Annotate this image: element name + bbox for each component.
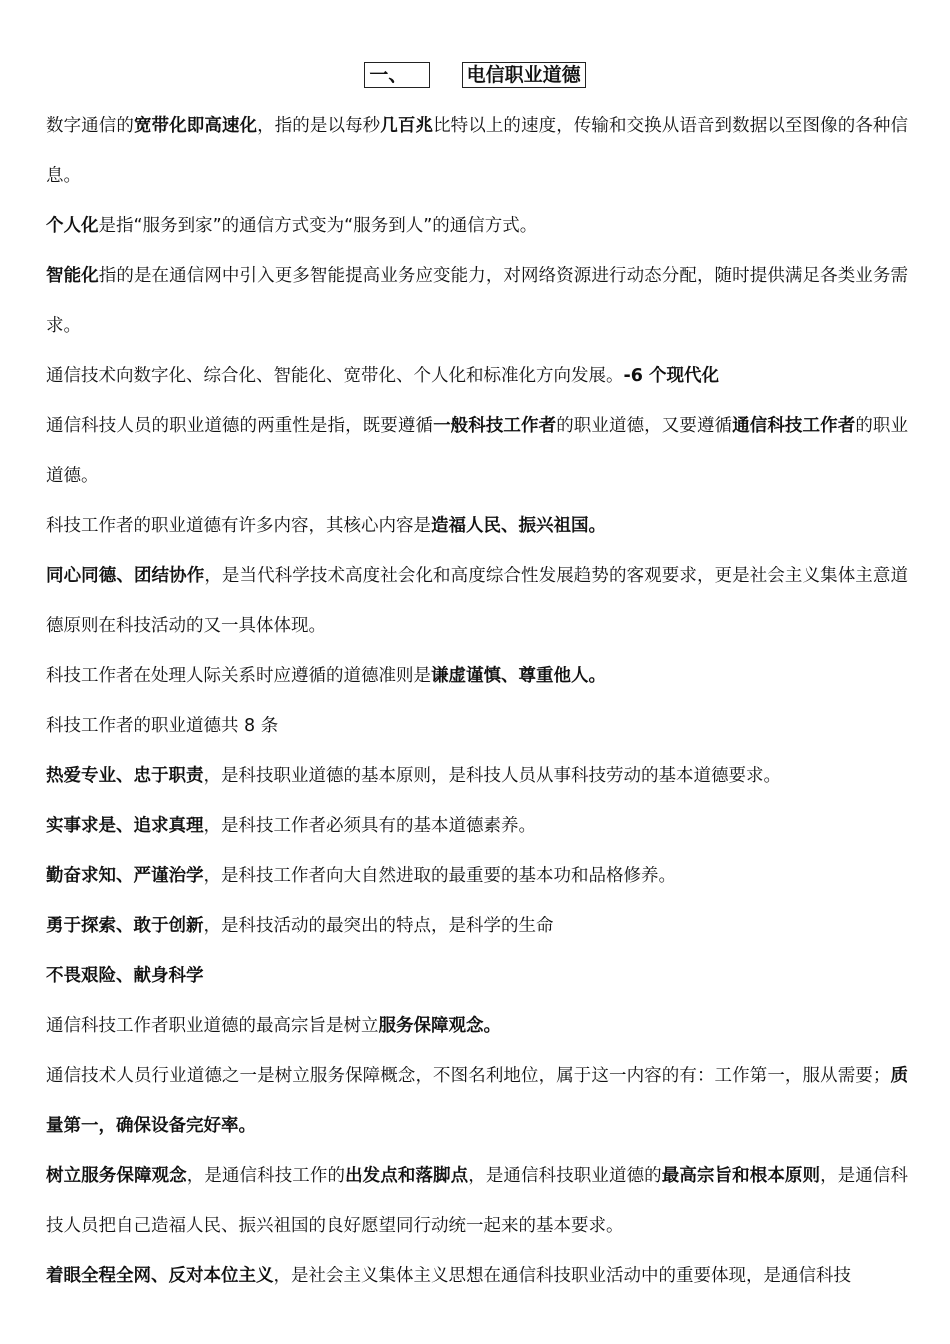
- emphasis-text: 宽带化即高速化: [133, 116, 258, 136]
- body-text: 数字通信的: [46, 116, 134, 136]
- paragraph-broadband: [46, 101, 908, 201]
- paragraph-intelligence: [46, 251, 908, 351]
- emphasis-text: 实事求是、追求真理: [46, 816, 204, 836]
- paragraph-rule-devotion: [46, 751, 908, 801]
- paragraph-eight-rules: [46, 701, 908, 751]
- body-text: 科技工作者的职业道德有许多内容，其核心内容是: [46, 516, 431, 536]
- body-text: ，是社会主义集体主义思想在通信科技职业活动中的重要体现，是通信科技: [273, 1266, 851, 1286]
- emphasis-text: 个人化: [46, 216, 99, 236]
- body-text: 的职业道德。: [46, 416, 908, 486]
- body-text: 的职业道德，又要遵循: [556, 416, 733, 436]
- body-text: ，是科技活动的最突出的特点，是科学的生命: [203, 916, 554, 936]
- emphasis-text: 着眼全程全网、反对本位主义: [46, 1266, 274, 1286]
- body-text: 指的是在通信网中引入更多智能提高业务应变能力，对网络资源进行动态分配，随时提供满足各类业务需求。: [46, 266, 908, 336]
- paragraph-rule-dedication: [46, 951, 908, 1001]
- paragraph-rule-innovation: [46, 901, 908, 951]
- emphasis-text: 勤奋求知、严谨治学: [46, 866, 204, 886]
- emphasis-text: 一般科技工作者: [433, 416, 557, 436]
- body-text: 科技工作者在处理人际关系时应遵循的道德准则是: [46, 666, 431, 686]
- body-text: ，是通信科技工作的: [186, 1166, 346, 1186]
- emphasis-text: 出发点和落脚点: [345, 1166, 469, 1186]
- paragraph-highest-purpose: [46, 1001, 908, 1051]
- heading-number: 一、: [369, 64, 408, 86]
- emphasis-text: 不畏艰险、献身科学: [46, 966, 204, 986]
- emphasis-text: 勇于探索、敢于创新: [46, 916, 204, 936]
- paragraph-rule-diligence: [46, 851, 908, 901]
- body-text: 科技工作者的职业道德共 8 条: [46, 716, 279, 736]
- paragraph-duality: [46, 401, 908, 501]
- heading-title: 电信职业道德: [466, 64, 581, 86]
- body-text: 通信技术人员行业道德之一是树立服务保障概念，不图名利地位，属于这一内容的有：工作第一，服从需要；: [46, 1066, 891, 1086]
- paragraph-cooperation: [46, 551, 908, 651]
- body-text: ，是当代科学技术高度社会化和高度综合性发展趋势的客观要求，更是社会主义集体主意道德原则在科技活动的又一具体体现。: [46, 566, 908, 636]
- emphasis-text: 服务保障观念。: [378, 1016, 501, 1036]
- emphasis-text: 同心同德、团结协作: [46, 566, 205, 586]
- paragraph-whole-network: [46, 1251, 908, 1301]
- paragraph-core-content: [46, 501, 908, 551]
- emphasis-text: -6 个现代化: [623, 366, 720, 386]
- emphasis-text: 几百兆: [380, 116, 434, 136]
- paragraph-six-modernizations: [46, 351, 908, 401]
- body-text: 比特以上的速度，传输和交换从语音到数据以至图像的各种信息。: [46, 116, 908, 186]
- emphasis-text: 最高宗旨和根本原则: [661, 1166, 821, 1186]
- body-text: 通信科技工作者职业道德的最高宗旨是树立: [46, 1016, 379, 1036]
- emphasis-text: 质量第一，确保设备完好率。: [46, 1066, 908, 1136]
- emphasis-text: 造福人民、振兴祖国。: [431, 516, 606, 536]
- body-text: 通信科技人员的职业道德的两重性是指，既要遵循: [46, 416, 434, 436]
- emphasis-text: 智能化: [46, 266, 99, 286]
- body-text: ，是通信科技人员把自己造福人民、振兴祖国的良好愿望同行动统一起来的基本要求。: [46, 1166, 908, 1236]
- heading-number-box: [364, 62, 430, 88]
- heading-title-box: [462, 62, 586, 88]
- emphasis-text: 热爱专业、忠于职责: [46, 766, 204, 786]
- section-heading: [0, 61, 950, 89]
- body-text: ，是科技职业道德的基本原则，是科技人员从事科技劳动的基本道德要求。: [203, 766, 781, 786]
- emphasis-text: 谦虚谨慎、尊重他人。: [431, 666, 606, 686]
- body-text: ，指的是以每秒: [257, 116, 381, 136]
- body-text: 是指“服务到家”的通信方式变为“服务到人”的通信方式。: [98, 216, 538, 236]
- body-text: ，是通信科技职业道德的: [468, 1166, 662, 1186]
- paragraph-interpersonal: [46, 651, 908, 701]
- paragraph-service-concept: [46, 1051, 908, 1151]
- emphasis-text: 通信科技工作者: [732, 416, 856, 436]
- paragraph-personalization: [46, 201, 908, 251]
- body-text: ，是科技工作者向大自然进取的最重要的基本功和品格修养。: [203, 866, 676, 886]
- body-text: ，是科技工作者必须具有的基本道德素养。: [203, 816, 536, 836]
- paragraph-service-guarantee: [46, 1151, 908, 1251]
- emphasis-text: 树立服务保障观念: [46, 1166, 187, 1186]
- body-text: 通信技术向数字化、综合化、智能化、宽带化、个人化和标准化方向发展。: [46, 366, 624, 386]
- paragraph-rule-truth: [46, 801, 908, 851]
